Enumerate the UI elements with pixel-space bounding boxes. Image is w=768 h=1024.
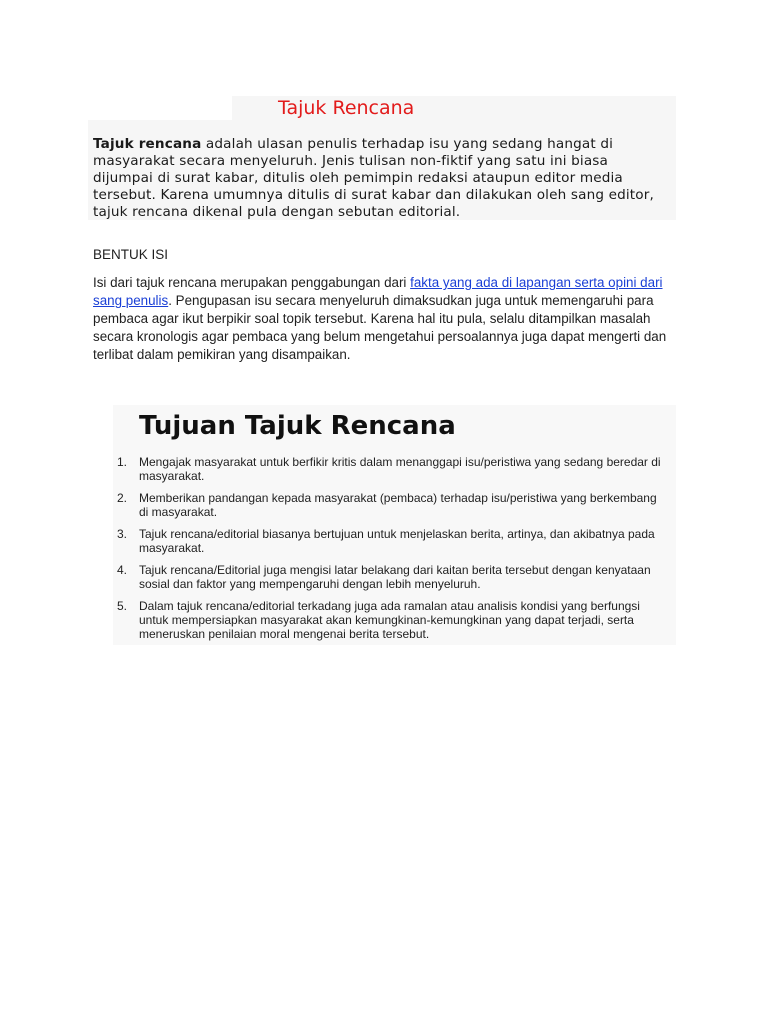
list-item-number: 4. xyxy=(116,563,127,577)
intro-term: Tajuk rencana xyxy=(93,136,202,152)
list-item-text: Mengajak masyarakat untuk berfikir kritis dalam menanggapi isu/peristiwa yang sedang beredar di masyarakat. xyxy=(139,455,661,483)
list-item-text: Dalam tajuk rencana/editorial terkadang juga ada ramalan atau analisis kondisi yang berfungsi untuk mempersiapkan masyarakat akan kemungkinan-kemungkinan yang dapat terjadi, serta meneruskan penilaian moral mengenai berita tersebut. xyxy=(139,599,640,641)
fakta-opini-link[interactable]: fakta yang ada di lapangan serta opini dari sang penulis xyxy=(93,275,663,308)
list-item xyxy=(113,527,673,555)
section-title-tujuan: Tujuan Tajuk Rencana xyxy=(139,411,456,441)
list-item xyxy=(113,599,673,641)
list-item-number: 2. xyxy=(116,491,127,505)
intro-paragraph xyxy=(93,136,671,221)
list-item-number: 1. xyxy=(116,455,127,469)
bentuk-isi-intro: Isi dari tajuk rencana merupakan penggabungan dari xyxy=(93,275,411,290)
intro-box-gap xyxy=(88,96,232,120)
list-item-number: 5. xyxy=(116,599,127,613)
list-item-text: Tajuk rencana/Editorial juga mengisi latar belakang dari kaitan berita tersebut dengan kenyataan sosial dan faktor yang mempengaruhi dengan lebih menyeluruh. xyxy=(139,563,651,591)
list-item-text: Tajuk rencana/editorial biasanya bertujuan untuk menjelaskan berita, artinya, dan akibatnya pada masyarakat. xyxy=(139,527,655,555)
bentuk-isi-rest: . Pengupasan isu secara menyeluruh dimaksudkan juga untuk memengaruhi para pembaca agar ikut berpikir soal topik tersebut. Karena hal itu pula, selalu ditampilkan masalah secara kronologis agar pembaca yang belum mengetahui persoalannya juga dapat mengerti dan terlibat dalam pemikiran yang disampaikan. xyxy=(93,293,667,362)
intro-body: adalah ulasan penulis terhadap isu yang sedang hangat di masyarakat secara menyeluruh. Jenis tulisan non-fiktif yang satu ini biasa dijumpai di surat kabar, ditulis oleh pemimpin redaksi ataupun editor media tersebut. Karena umumnya ditulis di surat kabar dan dilakukan oleh sang editor, tajuk rencana dikenal pula dengan sebutan editorial. xyxy=(93,136,654,220)
list-item xyxy=(113,455,673,483)
list-item-number: 3. xyxy=(116,527,127,541)
section-title-tajuk-rencana: Tajuk Rencana xyxy=(278,97,415,119)
heading-bentuk-isi: BENTUK ISI xyxy=(93,247,169,262)
list-item xyxy=(113,563,673,591)
bentuk-isi-paragraph xyxy=(93,274,671,364)
list-item xyxy=(113,491,673,519)
list-item-text: Memberikan pandangan kepada masyarakat (pembaca) terhadap isu/peristiwa yang berkembang di masyarakat. xyxy=(139,491,657,519)
tujuan-list xyxy=(113,455,673,649)
